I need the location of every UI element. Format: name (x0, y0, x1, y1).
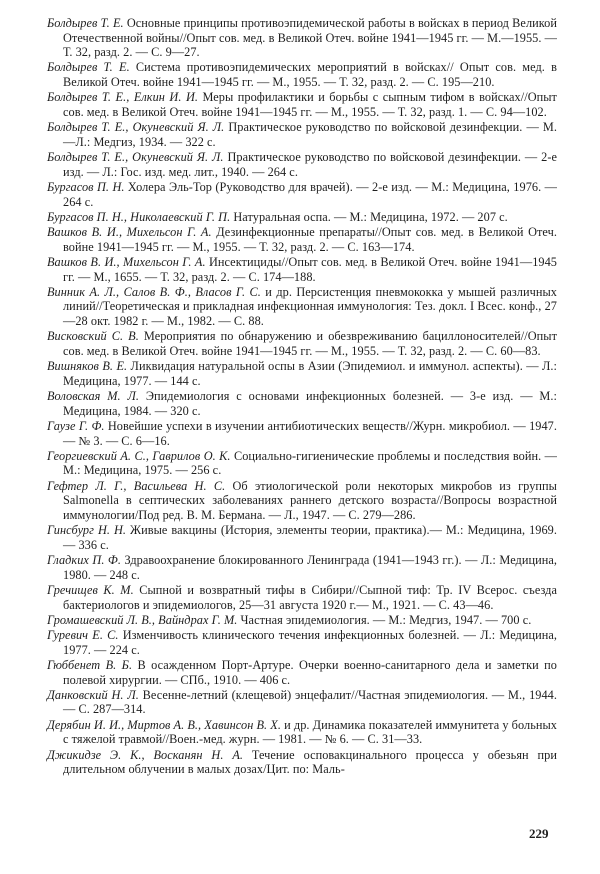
bibliography-entry (47, 255, 557, 284)
bibliography-entry (47, 359, 557, 388)
entry-text: Меры профилактики и борьбы с сыпным тифом в войсках//Опыт сов. мед. в Великой Отеч. войне 1941—1945 гг. — М., 1955. — Т. 32, разд. 1. — С. 94—102. (63, 90, 557, 119)
entry-text: Холера Эль-Тор (Руководство для врачей). — 2-е изд. — М.: Медицина, 1976. — 264 с. (63, 179, 557, 209)
entry-author: Гуревич Е. С. (47, 628, 119, 643)
entry-author: Бургасов П. Н. (47, 179, 125, 194)
entry-text: Практическое руководство по войсковой дезинфекции. — М.—Л.: Медгиз, 1934. — 322 с. (63, 120, 558, 149)
entry-author: Гаузе Г. Ф. (47, 418, 105, 433)
entry-author: Дерябин И. И., Миртов А. В., Хавинсон В. Х. (47, 717, 281, 732)
entry-author: Георгиевский А. С., Гаврилов О. К. (47, 448, 231, 463)
entry-text: Живые вакцины (История, элементы теории, практика).— М.: Медицина, 1969. — 336 с. (63, 523, 558, 552)
entry-author: Данковский Н. Л. (47, 687, 139, 702)
bibliography-entry (47, 60, 557, 89)
entry-text: Об этиологической роли некоторых микробов из группы Salmonella в септических заболеваниях раннего детского возраста//Вопросы возрастной иммунологии/Под ред. В. М. Бермана. — Л., 1947. — С. 279—286. (63, 478, 557, 522)
bibliography-entry (47, 329, 557, 358)
bibliography-entry (47, 628, 557, 657)
entry-author: Болдырев Т. Е. (47, 60, 130, 75)
entry-text: В осажденном Порт-Артуре. Очерки военно-санитарного дела и заметки по полевой хирургии. — СПб., 1910. — 406 с. (63, 657, 557, 687)
entry-text: Ликвидация натуральной оспы в Азии (Эпидемиол. и иммунол. аспекты). — Л.: Медицина, 1977. — 144 с. (63, 359, 557, 388)
bibliography-entry (47, 523, 557, 552)
entry-text: Частная эпидемиология. — М.: Медгиз, 1947. — 700 с. (237, 612, 532, 627)
entry-author: Вишняков В. Е. (47, 359, 128, 374)
bibliography-entry (47, 389, 557, 418)
bibliography-page (47, 16, 557, 777)
bibliography-entry (47, 479, 557, 523)
entry-text: Изменчивость клинического течения инфекционных болезней. — Л.: Медицина, 1977. — 224 с. (63, 628, 557, 657)
bibliography-entry (47, 225, 557, 254)
entry-author: Болдырев Т. Е., Окуневский Я. Л. (47, 150, 224, 165)
entry-author: Бургасов П. Н., Николаевский Г. П. (47, 209, 231, 224)
entry-author: Болдырев Т. Е. (47, 16, 124, 30)
bibliography-entry (47, 180, 557, 209)
bibliography-entry (47, 150, 557, 179)
bibliography-entry (47, 718, 557, 747)
entry-text: Социально-гигиенические проблемы и последствия войн. — М.: Медицина, 1975. — 256 с. (63, 448, 557, 478)
bibliography-entry (47, 210, 557, 225)
entry-text: Мероприятия по обнаружению и обезвреживанию бациллоносителей//Опыт сов. мед. в Великой Отеч. войне 1941—1945 гг. — М., 1955. — Т. 32, разд. 2. — С. 60—83. (63, 329, 557, 358)
entry-text: Система противоэпидемических мероприятий в войсках// Опыт сов. мед. в Великой Отеч. войне 1941—1945 гг. — М., 1955. — Т. 32, разд. 2. — С. 195—210. (63, 60, 557, 90)
entry-text: Здравоохранение блокированного Ленинграда (1941—1943 гг.). — Л.: Медицина, 1980. — 248 с. (63, 553, 557, 582)
entry-author: Гладких П. Ф. (47, 553, 121, 568)
entry-author: Джикидзе Э. К., Восканян Н. А. (47, 747, 244, 762)
bibliography-entry (47, 16, 557, 60)
entry-text: Весенне-летний (клещевой) энцефалит//Частная эпидемиология. — М., 1944. — С. 287—314. (63, 687, 557, 717)
bibliography-entry (47, 120, 557, 149)
entry-text: Сыпной и возвратный тифы в Сибири//Сыпной тиф: Тр. IV Всерос. съезда бактериологов и эпидемиологов, 25—31 августа 1920 г.— М., 1921. — С. 43—46. (63, 582, 557, 612)
bibliography-entry (47, 613, 557, 628)
bibliography-entry (47, 285, 557, 329)
entry-text: Инсектициды//Опыт сов. мед. в Великой Отеч. войне 1941—1945 гг. — М., 1655. — Т. 32, разд. 2. — С. 174—188. (63, 255, 557, 284)
page-number: 229 (529, 826, 549, 841)
bibliography-entry (47, 583, 557, 612)
entry-text: Основные принципы противоэпидемической работы в войсках в период Великой Отечественной войны//Опыт сов. мед. в Великой Отеч. войне 1941—1945 гг. — М.—1955. — Т. 32, разд. 2. — С. 9—27. (63, 16, 557, 60)
entry-author: Болдырев Т. Е., Елкин И. И. (47, 90, 198, 105)
entry-author: Болдырев Т. Е., Окуневский Я. Л. (47, 120, 225, 135)
entry-text: Течение осповакцинального процесса у обезьян при длительном облучении в малых дозах/Цит. по: Маль- (63, 747, 557, 777)
entry-text: и др. Динамика показателей иммунитета у больных с тяжелой травмой//Воен.-мед. журн. — 1981. — № 6. — С. 31—33. (63, 717, 557, 747)
bibliography-entry (47, 90, 557, 119)
entry-author: Громашевский Л. В., Вайндрах Г. М. (47, 612, 238, 627)
entry-author: Воловская М. Л. (47, 389, 140, 404)
entry-text: Эпидемиология с основами инфекционных болезней. — 3-е изд. — М.: Медицина, 1984. — 320 с. (63, 389, 557, 418)
bibliography-entry (47, 748, 557, 777)
entry-text: Натуральная оспа. — М.: Медицина, 1972. — 207 с. (230, 209, 508, 224)
entry-text: и др. Персистенция пневмококка у мышей различных линий//Теоретическая и прикладная инфекционная иммунология: Тез. докл. I Всес. конф., 27—28 окт. 1982 г. — М., 1982. — С. 88. (63, 284, 558, 329)
entry-author: Гречищев К. М. (47, 582, 134, 597)
entry-author: Вашков В. И., Михельсон Г. А. (47, 225, 212, 240)
bibliography-entry (47, 449, 557, 478)
entry-text: Практическое руководство по войсковой дезинфекции. — 2-е изд. — Л.: Гос. изд. мед. лит., 1940. — 264 с. (63, 150, 558, 179)
entry-author: Гинсбург Н. Н. (47, 523, 127, 538)
bibliography-entry (47, 658, 557, 687)
bibliography-entry (47, 553, 557, 582)
entry-author: Винник А. Л., Салов В. Ф., Власов Г. С. (47, 284, 261, 299)
entry-author: Гюббенет В. Б. (47, 657, 133, 672)
bibliography-entry (47, 688, 557, 717)
entry-text: Новейшие успехи в изучении антибиотических веществ//Журн. микробиол. — 1947. — № 3. — С. 6—16. (63, 418, 557, 448)
entry-author: Гефтер Л. Г., Васильева Н. С. (47, 478, 226, 493)
bibliography-entry (47, 419, 557, 448)
entry-text: Дезинфекционные препараты//Опыт сов. мед. в Великой Отеч. войне 1941—1945 гг. — М., 1955. — Т. 32, разд. 2. — С. 163—174. (63, 225, 557, 254)
entry-author: Висковский С. В. (47, 329, 139, 344)
entry-author: Вашков В. И., Михельсон Г. А. (47, 255, 206, 269)
